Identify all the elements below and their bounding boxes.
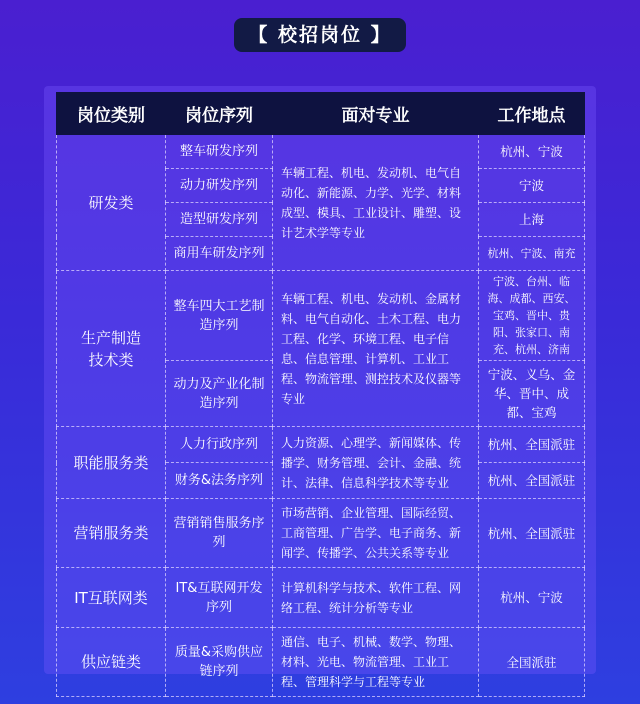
header-location: 工作地点 — [479, 93, 585, 135]
category-cell — [57, 271, 166, 427]
table-row — [57, 628, 585, 697]
sequence-cell: 整车四大工艺制造序列 — [166, 271, 273, 361]
location-cell: 宁波、台州、临海、成都、西安、宝鸡、晋中、贵阳、张家口、南充、杭州、济南 — [479, 271, 585, 361]
sequence-cell: 动力及产业化制造序列 — [166, 361, 273, 427]
category-cell: 研发类 — [57, 135, 166, 271]
category-line: 生产制造 — [80, 328, 141, 347]
majors-cell: 通信、电子、机械、数学、物理、材料、光电、物流管理、工业工程、管理科学与工程等专业 — [273, 628, 479, 697]
majors-cell: 计算机科学与技术、软件工程、网络工程、统计分析等专业 — [273, 568, 479, 628]
table-row — [57, 568, 585, 628]
header-row — [57, 93, 585, 135]
majors-cell: 人力资源、心理学、新闻媒体、传播学、财务管理、会计、金融、统计、法律、信息科学技术等专业 — [273, 427, 479, 499]
category-cell: IT互联网类 — [57, 568, 166, 628]
sequence-cell: 财务&法务序列 — [166, 463, 273, 499]
location-cell: 杭州、全国派驻 — [479, 499, 585, 568]
sequence-cell: 造型研发序列 — [166, 203, 273, 237]
category-cell: 营销服务类 — [57, 499, 166, 568]
location-cell: 杭州、宁波 — [479, 135, 585, 169]
location-cell: 杭州、全国派驻 — [479, 427, 585, 463]
header-sequence: 岗位序列 — [166, 93, 273, 135]
majors-cell: 市场营销、企业管理、国际经贸、工商管理、广告学、电子商务、新闻学、传播学、公共关系等专业 — [273, 499, 479, 568]
majors-cell: 车辆工程、机电、发动机、金属材料、电气自动化、土木工程、电力工程、化学、环境工程、电子信息、信息管理、计算机、工业工程、物流管理、测控技术及仪器等专业 — [273, 271, 479, 427]
sequence-cell: 动力研发序列 — [166, 169, 273, 203]
table-row — [57, 135, 585, 169]
location-cell: 上海 — [479, 203, 585, 237]
location-cell: 全国派驻 — [479, 628, 585, 697]
table-row — [57, 427, 585, 463]
location-cell: 杭州、全国派驻 — [479, 463, 585, 499]
category-cell: 供应链类 — [57, 628, 166, 697]
page-title: 【 校招岗位 】 — [234, 18, 405, 52]
location-cell: 宁波、义乌、金华、晋中、成都、宝鸡 — [479, 361, 585, 427]
positions-table — [56, 92, 585, 697]
location-cell: 杭州、宁波 — [479, 568, 585, 628]
header-majors: 面对专业 — [273, 93, 479, 135]
sequence-cell: 整车研发序列 — [166, 135, 273, 169]
sequence-cell: IT&互联网开发序列 — [166, 568, 273, 628]
sequence-cell: 人力行政序列 — [166, 427, 273, 463]
table-row — [57, 499, 585, 568]
majors-cell: 车辆工程、机电、发动机、电气自动化、新能源、力学、光学、材料成型、模具、工业设计、雕塑、设计艺术学等专业 — [273, 135, 479, 271]
category-line: 技术类 — [88, 350, 134, 369]
table-row — [57, 271, 585, 361]
sequence-cell: 质量&采购供应链序列 — [166, 628, 273, 697]
location-cell: 杭州、宁波、南充 — [479, 237, 585, 271]
category-cell: 职能服务类 — [57, 427, 166, 499]
title-wrap — [0, 18, 640, 52]
sequence-cell: 商用车研发序列 — [166, 237, 273, 271]
location-cell: 宁波 — [479, 169, 585, 203]
sequence-cell: 营销销售服务序列 — [166, 499, 273, 568]
header-category: 岗位类别 — [57, 93, 166, 135]
